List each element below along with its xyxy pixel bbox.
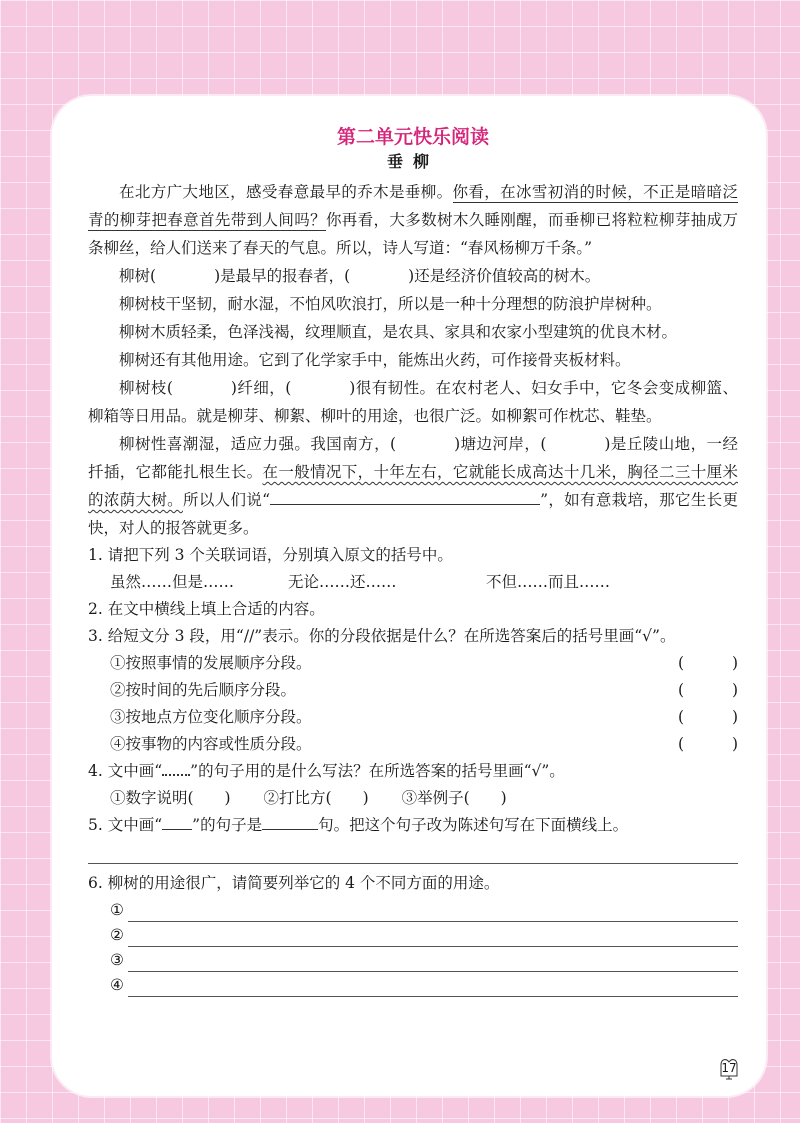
question-4: [88, 758, 738, 785]
paren-open: (: [678, 681, 685, 699]
answer-line[interactable]: [88, 839, 738, 864]
q3-option-label: ④按事物的内容或性质分段。: [110, 735, 312, 753]
q1-option: 虽然……但是……: [110, 573, 235, 591]
p7-text: )塘边河岸，(: [454, 435, 547, 453]
q4-option[interactable]: ②打比方( ): [263, 789, 369, 807]
answer-number: ④: [110, 976, 124, 994]
question-2: 2. 在文中横线上填上合适的内容。: [88, 600, 325, 618]
p1-text: 在北方广大地区，感受春意最早的乔木是垂柳。: [119, 183, 453, 201]
paren-open: (: [678, 735, 685, 753]
paren-close: ): [731, 681, 738, 699]
q1-option: 不但……而且……: [486, 573, 611, 591]
q5-text: 5. 文中画“: [88, 816, 163, 834]
answer-line-2[interactable]: [88, 923, 738, 947]
q1-options: [88, 569, 738, 596]
content-card: [52, 96, 766, 1096]
paragraph-6: [88, 374, 738, 430]
paren-open: (: [678, 654, 685, 672]
answer-paren[interactable]: [678, 650, 738, 677]
passage-title: 垂柳: [386, 152, 439, 171]
page-number: [718, 1056, 740, 1080]
p1-text-rest: 你再看，大多数树木久睡刚醒，而垂柳已将粒粒柳芽抽成万条柳丝，给人们送来了春天的气息。所以，诗人写道：“春风杨柳万千条。”: [88, 211, 738, 257]
answer-paren[interactable]: [678, 677, 738, 704]
question-6: 6. 柳树的用途很广，请简要列举它的 4 个不同方面的用途。: [88, 874, 500, 892]
paren-close: ): [731, 708, 738, 726]
q4-option[interactable]: ①数字说明( ): [110, 789, 231, 807]
answer-paren[interactable]: [678, 731, 738, 758]
paragraph-3: 柳树枝干坚韧，耐水湿，不怕风吹浪打，所以是一种十分理想的防浪护岸树种。: [119, 295, 662, 313]
answer-number: ③: [110, 951, 124, 969]
paragraph-4: 柳树木质轻柔，色泽浅褐，纹理顺直，是农具、家具和农家小型建筑的优良木材。: [119, 323, 678, 341]
q3-option-row[interactable]: [88, 704, 738, 731]
p2-text: )还是经济价值较高的树木。: [408, 267, 601, 285]
p2-text: )是最早的报春者，(: [214, 267, 351, 285]
answer-line-3[interactable]: [88, 948, 738, 972]
p6-text: )纤细，(: [230, 379, 292, 397]
answer-number: ①: [110, 901, 124, 919]
q3-option-label: ③按地点方位变化顺序分段。: [110, 708, 312, 726]
paren-open: (: [678, 708, 685, 726]
p7-text: 柳树性喜潮湿，适应力强。我国南方，(: [119, 435, 397, 453]
paragraph-7: [88, 430, 738, 542]
q4-options: [88, 785, 738, 812]
p2-text: 柳树(: [119, 267, 157, 285]
q3-option-label: ①按照事情的发展顺序分段。: [110, 654, 312, 672]
page-number-text: 17: [721, 1061, 737, 1075]
answer-line[interactable]: [128, 926, 738, 947]
p7-text: 所以人们说“: [183, 491, 271, 509]
answer-line-4[interactable]: [88, 973, 738, 997]
q5-text: 句。把这个句子改为陈述句写在下面横线上。: [318, 816, 629, 834]
q3-option-row[interactable]: [88, 677, 738, 704]
answer-line[interactable]: [128, 901, 738, 922]
paragraph-2: [88, 262, 738, 290]
paren-close: ): [731, 735, 738, 753]
wavy-underlined-sentence: 在一般情况下，十年左右，它就能长成高达十几米，胸径二三十厘米的浓荫大树。: [88, 463, 738, 509]
page-title: 第二单元快乐阅读: [336, 126, 489, 148]
p7-text: )是丘陵山地，一经扦插，它都能扎根生长。: [88, 435, 738, 481]
wavy-mark-sample: [162, 762, 190, 776]
fill-in-line[interactable]: [270, 488, 540, 505]
p7-text: ”，如有意栽培，那它生长更快，对人的报答就更多。: [88, 491, 738, 537]
paragraph-5: 柳树还有其他用途。它到了化学家手中，能炼出火药，可作接骨夹板材料。: [119, 351, 631, 369]
paren-close: ): [731, 654, 738, 672]
paragraph-1: [88, 178, 738, 262]
q4-text: 4. 文中画“: [88, 762, 163, 780]
fill-in-line[interactable]: [262, 815, 318, 830]
answer-paren[interactable]: [678, 704, 738, 731]
answer-line[interactable]: [128, 951, 738, 972]
q1-option: 无论……还……: [288, 573, 397, 591]
q3-option-label: ②按时间的先后顺序分段。: [110, 681, 297, 699]
line-mark-sample: [162, 817, 192, 830]
q3-option-row[interactable]: [88, 731, 738, 758]
question-3: 3. 给短文分 3 段，用“//”表示。你的分段依据是什么？在所选答案后的括号里画“√”。: [88, 627, 676, 645]
q5-text: ”的句子是: [192, 816, 263, 834]
q4-option[interactable]: ③举例子( ): [401, 789, 507, 807]
q3-option-row[interactable]: [88, 650, 738, 677]
q4-text: ”的句子用的是什么写法？在所选答案的括号里画“√”。: [190, 762, 565, 780]
p6-text: )很有韧性。在农村老人、妇女手中，它冬会变成柳篮、柳箱等日用品。就是柳芽、柳絮、柳叶的用途，也很广泛。如柳絮可作枕芯、鞋垫。: [88, 379, 738, 425]
question-1: 1. 请把下列 3 个关联词语，分别填入原文的括号中。: [88, 546, 453, 564]
answer-line[interactable]: [128, 976, 738, 997]
answer-number: ②: [110, 926, 124, 944]
question-5: [88, 812, 738, 839]
underlined-sentence: 你看，在冰雪初消的时候，不正是暗暗泛青的柳芽把春意首先带到人间吗？: [88, 183, 738, 229]
answer-line-1[interactable]: [88, 898, 738, 922]
p6-text: 柳树枝(: [119, 379, 173, 397]
worksheet-content: [88, 124, 738, 997]
